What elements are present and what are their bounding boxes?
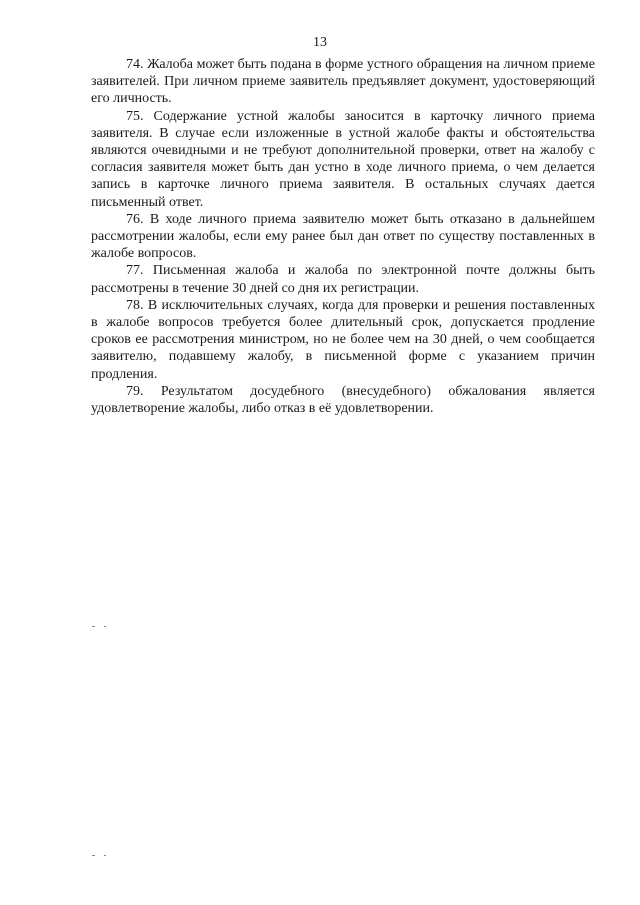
document-body: [91, 56, 595, 417]
paragraph-79: 79. Результатом досудебного (внесудебного) обжалования является удовлетворение жалобы, либо отказ в её удовлетворении.: [91, 383, 595, 417]
scan-speck: [104, 855, 106, 856]
paragraph-78: 78. В исключительных случаях, когда для проверки и решения поставленных в жалобе вопросов требуется более длительный срок, допускается продление сроков ее рассмотрения министром, но не более чем на 30 дней, о чем сообщается заявителю, подавшему жалобу, в письменной форме с указанием причин продления.: [91, 297, 595, 382]
paragraph-75: 75. Содержание устной жалобы заносится в карточку личного приема заявителя. В случае если изложенные в устной жалобе факты и обстоятельства являются очевидными и не требуют дополнительной проверки, ответ на жалобу с согласия заявителя может быть дан устно в ходе личного приема, о чем делается запись в карточке личного приема заявителя. В остальных случаях дается письменный ответ.: [91, 108, 595, 210]
paragraph-76: 76. В ходе личного приема заявителю может быть отказано в дальнейшем рассмотрении жалобы, если ему ранее был дан ответ по существу поставленных в жалобе вопросов.: [91, 211, 595, 262]
scan-speck: [92, 855, 95, 856]
page-number: 13: [313, 35, 327, 50]
scan-speck: [104, 626, 106, 627]
paragraph-77: 77. Письменная жалоба и жалоба по электронной почте должны быть рассмотрены в течение 30 дней со дня их регистрации.: [91, 263, 595, 296]
paragraph-74: 74. Жалоба может быть подана в форме устного обращения на личном приеме заявителей. При личном приеме заявитель предъявляет документ, удостоверяющий его личность.: [91, 57, 595, 107]
scan-speck: [92, 626, 95, 627]
